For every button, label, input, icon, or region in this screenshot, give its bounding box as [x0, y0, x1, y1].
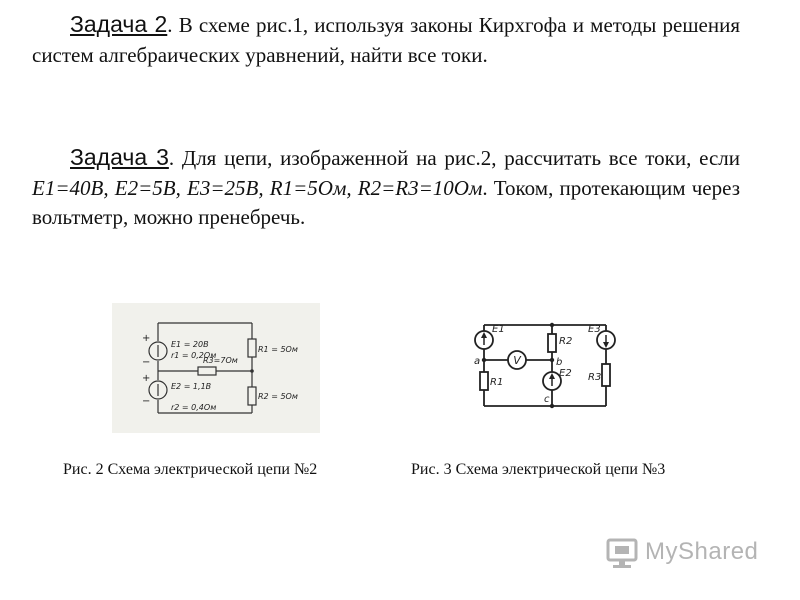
label-node-c: c: [544, 394, 550, 405]
figure-2: [112, 303, 320, 433]
task-3-heading: Задача 3: [70, 144, 169, 170]
r1-resistor: [480, 372, 488, 390]
task-3-paragraph: [32, 143, 740, 233]
r3-resistor: [198, 367, 216, 375]
plus-sign-1: +: [142, 333, 151, 344]
label-e2: E2: [559, 368, 572, 379]
label-r3: R3=7Ом: [203, 356, 238, 365]
e2-source: [149, 381, 167, 399]
e1-source: [149, 342, 167, 360]
minus-sign-1: −: [142, 357, 151, 368]
r2-resistor: [248, 387, 256, 405]
label-e1: E1 = 20В: [171, 340, 209, 349]
logo-text: MyShared: [645, 538, 759, 565]
label-r01: r1 = 0,2Ом: [171, 351, 217, 360]
task-2-text: . В схеме рис.1, используя законы Кирхгофа и методы решения систем алгебраических уравнений, найти все токи.: [32, 13, 740, 67]
e1-source: [475, 331, 493, 349]
task-3-text-end: . Током, протекающим через вольтметр, можно пренебречь.: [32, 175, 740, 229]
monitor-icon: [605, 536, 641, 570]
label-r1: R1: [490, 377, 504, 388]
r3-resistor: [602, 364, 610, 386]
label-e3: E3: [588, 324, 601, 335]
task-2-heading: Задача 2: [70, 11, 168, 37]
figure-3-schematic: [440, 298, 626, 438]
label-r1: R1 = 5Ом: [258, 345, 298, 354]
voltmeter: [508, 351, 526, 369]
label-r2: R2 = 5Ом: [258, 392, 298, 401]
figure-3: [440, 298, 626, 438]
task-3-text-start: . Для цепи, изображенной на рис.2, рассчитать все токи, если: [168, 146, 740, 170]
voltmeter-label: V: [513, 354, 521, 367]
minus-sign-2: −: [142, 396, 151, 407]
label-e2: E2 = 1,1В: [171, 382, 212, 391]
myshared-logo: [605, 536, 765, 572]
figure-3-caption: Рис. 3 Схема электрической цепи №3: [411, 461, 666, 478]
label-r2: R2: [559, 336, 573, 347]
plus-sign-2: +: [142, 373, 151, 384]
label-r02: r2 = 0,4Ом: [171, 403, 217, 412]
figure-2-schematic: [112, 303, 320, 433]
label-r3: R3: [588, 372, 602, 383]
task-3-params: E1=40В, E2=5В, E3=25В, R1=5Ом, R2=R3=10Ом: [32, 175, 483, 200]
label-node-b: b: [556, 357, 563, 368]
figure-2-caption: Рис. 2 Схема электрической цепи №2: [63, 461, 318, 478]
r2-resistor: [548, 334, 556, 352]
task-2-paragraph: [32, 10, 740, 70]
label-node-a: a: [474, 356, 481, 367]
r1-resistor: [248, 339, 256, 357]
label-e1: E1: [492, 324, 505, 335]
